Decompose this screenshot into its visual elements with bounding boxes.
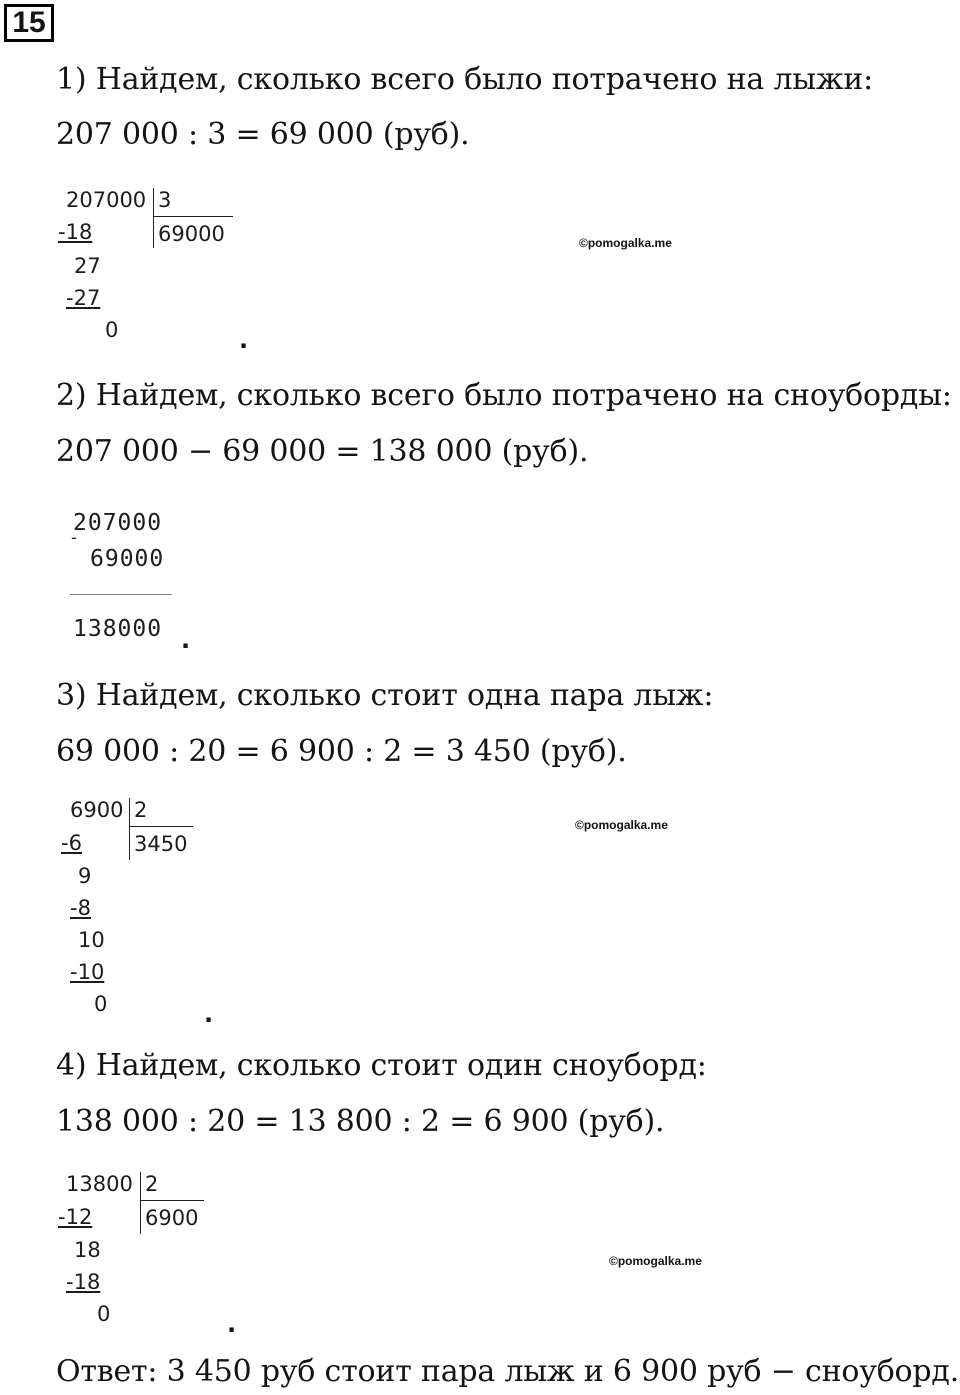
divisor: 2: [134, 798, 148, 822]
step-3-equation: 69 000 : 20 = 6 900 : 2 = 3 450 (руб).: [56, 734, 627, 769]
dot: .: [227, 1310, 237, 1338]
quotient: 6900: [145, 1206, 199, 1230]
watermark: ©pomogalka.me: [575, 818, 668, 832]
division-row: -18: [66, 1270, 101, 1294]
task-number-badge: 15: [4, 4, 54, 42]
division-row: -6: [61, 831, 82, 855]
difference: 138000: [73, 616, 163, 642]
watermark: ©pomogalka.me: [609, 1254, 702, 1268]
step-2-title: 2) Найдем, сколько всего было потрачено на сноуборды:: [56, 378, 952, 413]
division-row: -10: [70, 960, 105, 984]
division-row: 9: [78, 864, 92, 888]
division-row: 0: [94, 992, 108, 1016]
division-row: -8: [70, 896, 91, 920]
step-4-title: 4) Найдем, сколько стоит один сноуборд:: [56, 1048, 707, 1083]
dot: .: [239, 326, 249, 354]
answer: Ответ: 3 450 руб стоит пара лыж и 6 900 руб − сноуборд.: [56, 1354, 960, 1389]
division-row: -12: [58, 1205, 93, 1229]
quotient: 3450: [134, 832, 188, 856]
division-row: -18: [58, 220, 93, 244]
dot: .: [204, 1000, 214, 1028]
division-row: 0: [105, 318, 119, 342]
step-1-equation: 207 000 : 3 = 69 000 (руб).: [56, 117, 470, 152]
dividend: 207000: [66, 188, 147, 212]
minuend: 207000: [73, 510, 163, 536]
watermark: ©pomogalka.me: [579, 236, 672, 250]
divisor: 2: [145, 1172, 159, 1196]
dividend: 6900: [70, 798, 124, 822]
division-row: 0: [97, 1302, 111, 1326]
step-1-title: 1) Найдем, сколько всего было потрачено на лыжи:: [56, 62, 874, 97]
dividend: 13800: [66, 1172, 133, 1196]
division-row: 27: [74, 254, 101, 278]
division-row: 18: [74, 1238, 101, 1262]
step-4-equation: 138 000 : 20 = 13 800 : 2 = 6 900 (руб).: [56, 1104, 665, 1139]
division-row: 10: [78, 928, 105, 952]
step-2-equation: 207 000 − 69 000 = 138 000 (руб).: [56, 434, 589, 469]
quotient: 69000: [158, 222, 225, 246]
subtrahend: 69000: [90, 546, 165, 572]
minus-sign: -: [71, 528, 77, 547]
division-row: -27: [66, 286, 101, 310]
dot: .: [181, 626, 191, 654]
divisor: 3: [158, 188, 172, 212]
step-3-title: 3) Найдем, сколько стоит одна пара лыж:: [56, 678, 714, 713]
